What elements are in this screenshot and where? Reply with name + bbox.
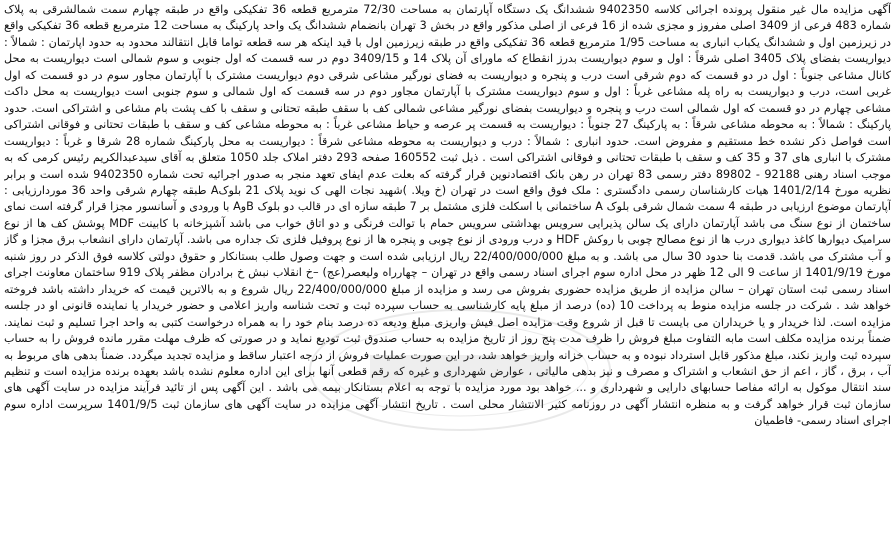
notice-body-text: آگهی مزایده مال غیر منقول پرونده اجرائی کلاسه 9402350 ششدانگ یک دستگاه آپارتمان به مساحت 72/30 مترمربع قطعه 36 تفکیکی واقع در طبقه چهارم سمت شمالشرقی به پلاک شماره 483 فرعی از 3409 اصلی مفروز و مجزی شده از 16 فرعی از اصلی مذکور واقع در بخش 3 تهران بانضمام ششدانگ یک واحد پارکینگ به مساحت 12 مترمربع قطعه 36 تفکیکی واقع در زیرزمین اول و ششدانگ یکباب انباری به مساحت 1/95 مترمربع قطعه 36 تفکیکی واقع در طبقه زیرزمین اول با قید اینکه هر سه قطعه تواما قابل انتقالند محدود به حدود اپارتمان : شمالاً : دیواریست بفضای پلاک 3405 اصلی شرقاً : اول و سوم دیواریست بدرز انقطاع که ماورای آن پلاک 14 و 3409/15 دوم در سه قسمت که اول جنوبی و سوم شمالی است دیواریست به محل کانال مشاعی جنوباً : اول در دو قسمت که دوم شرقی است درب و پنجره و دیواریست به فضای نورگیر مشاعی شرقی دوم دیواریست مشترک با آپارتمان مجاور سوم در دو قسمت که اول غربی است، درب و دیواریست به راه پله مشاعی غرباً : اول و سوم دیواریست مشترک با آپارتمان مجاور دوم در سه قسمت که اول شمالی و سوم جنوبی است دیواریست به محل داکت مشاعی چهارم در دو قسمت که اول شمالی است درب و پنجره و دیواریست بفضای نورگیر مشاعی شمالی کف با سقف طبقه تحتانی و سقف با کف پشت بام مشاعی و اشتراکی است. حدود پارکینگ : شمالاً : به محوطه مشاعی شرقاً : به پارکینگ 27 جنوباً : دیواریست به قسمت پر عرصه و حیاط مشاعی غرباً : به محوطه مشاعی کف و سقف با طبقات تحتانی و فوقانی اشتراکی است فواصل ذکر نشده خط مستقیم و مفروض است. حدود انباری : شمالاً : درب و دیواریست به محوطه مشاعی شرقاً : دیواریست به محل پارکینگ شماره 28 شرقا و غرباً : دیواریست مشترک با انباری های 37 و 35 کف و سقف با طبقات تحتانی و فوقانی اشتراکی است . ذیل ثبت 160552 صفحه 293 دفتر املاک جلد 1050 متعلق به آقای سیدعبدالکریم رئیس کرمی که به موجب اسناد رهنی 92188 - 89802 دفتر رسمی 83 تهران در رهن بانک اقتصادنوین قرار گرفته که بعلت عدم ایفای تعهد منجر به صدور اجرائیه تحت شماره 9402350 شده است و برابر نظریه مورخ 1401/2/14 هیات کارشناسان رسمی دادگستری : ملک فوق واقع است در تهران (خ ویلا. )شهید نجات الهی ک نوید پلاک 21 بلوکA طبقه چهارم شرقی واحد 36 موردارزیابی : آپارتمان موضوع ارزیابی در طبقه 4 سمت شمال شرقی بلوک A ساختمانی با اسکلت فلزی مشتمل بر 7 طبقه سازه ای در قالب دو بلوک BوA با ورودی و آسانسور مجزا قرار گرفته است نمای ساختمان از نوع سنگ می باشد آپارتمان دارای یک سالن پذیرایی سرویس بهداشتی سرویس حمام با توالت فرنگی و دو اتاق خواب می باشد آشپزخانه با کابینت MDF پوشش کف ها از نوع سرامیک دیوارها کاغذ دیواری درب ها از نوع مصالح چوبی با روکش HDF و درب ورودی از نوع چوبی و پنجره ها از نوع پروفیل فلزی تک جداره می باشد. آپارتمان دارای انشعاب برق مجزا و گاز و آب مشترک می باشد. قدمت بنا حدود 30 سال می باشد. و به مبلغ 22/400/000/000 ریال ارزیابی شده است و جهت وصول طلب بستانکار و حقوق دولتی کلاسه فوق الذکر در روز شنبه مورخ 1401/9/19 از ساعت 9 الی 12 ظهر در محل اداره سوم اجرای اسناد رسمی واقع در تهران – چهارراه ولیعصر(عج) –خ انقلاب نبش خ برادران مظفر پلاک 919 ساختمان معاونت اجرای اسناد رسمی ثبت استان تهران – سالن مزایده از طریق مزایده حضوری بفروش می رسد و مزایده از مبلغ 22/400/000/000 ریال شروع و به بالاترین قیمت که خریدار داشته باشد فروخته خواهد شد . شرکت در جلسه مزایده منوط به پرداخت 10 (ده) درصد از مبلغ پایه کارشناسی به حساب سپرده ثبت و تحت شناسه واریز اعلامی و حضور خریدار یا نماینده قانونی او در جلسه مزایده است. لذا خریدار و یا خریداران می بایست تا قبل از شروع وقت مزایده اصل فیش واریزی مبلغ ودیعه ده درصد بنام خود را به همراه درخواست کتبی به واحد اجرا تسلیم و ثبت نمایند. ضمناً برنده مزایده مکلف است مابه التفاوت مبلغ فروش را ظرف مدت پنج روز از تاریخ مزایده به حساب صندوق ثبت تودیع نماید و در صورتی که ظرف مهلت مقرر مانده فروش را به حساب سپرده ثبت واریز نکند، مبلغ مذکور قابل استرداد نبوده و به حساب خزانه واریز خواهد شد، در این صورت عملیات فروش از درجه اعتبار ساقط و مزایده تجدید میگردد. ضمناً بدهی های مربوط به آب ، برق ، گاز ، اعم از حق انشعاب و اشتراک و مصرف و نیز بدهی مالیاتی ، عوارض شهرداری و غیره که رقم قطعی آنها برای این اداره معلوم نشده باشد بعهده برنده مزایده است و تنظیم سند انتقال موکول به ارائه مفاصا حسابهای دارایی و شهرداری و ... خواهد بود مورد مزایده با توجه به اعلام بستانکار بیمه می باشد . این آگهی پس از تائید فرآیند مزایده در سایت آگهی های سازمان ثبت قرار خواهد گرفت و به منظره انتشار آگهی در روزنامه کثیر الانتشار محلی است . تاریخ انتشار آگهی مزایده در سایت آگهی های سازمان ثبت 1401/9/5 سرپرست اداره سوم اجرای اسناد رسمی- فاطمیان [4,3,891,428]
auction-notice [4,2,891,549]
